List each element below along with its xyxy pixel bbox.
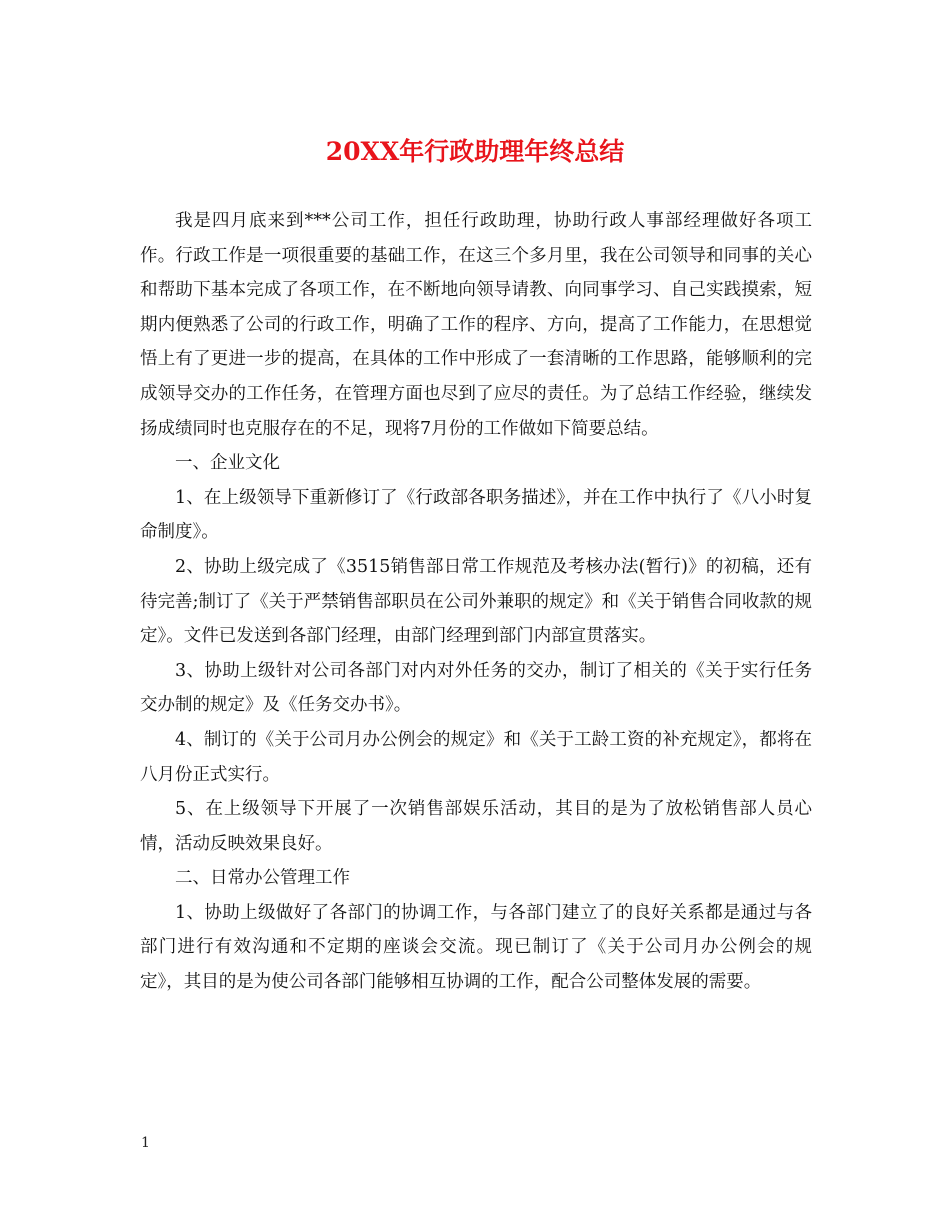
paragraph-item: 3、协助上级针对公司各部门对内对外任务的交办，制订了相关的《关于实行任务交办制的规定》及《任务交办书》。 [140, 660, 812, 716]
paragraph-item: 5、在上级领导下开展了一次销售部娱乐活动，其目的是为了放松销售部人员心情，活动反映效果良好。 [140, 799, 812, 854]
paragraph-item: 4、制订的《关于公司月办公例会的规定》和《关于工龄工资的补充规定》，都将在八月份正式实行。 [140, 729, 812, 785]
paragraph-intro: 我是四月底来到***公司工作，担任行政助理，协助行政人事部经理做好各项工作。行政工作是一项很重要的基础工作，在这三个多月里，我在公司领导和同事的关心和帮助下基本完成了各项工作，在不断地向领导请教、向同事学习、自己实践摸索，短期内便熟悉了公司的行政工作，明确了工作的程序、方向，提高了工作能力，在思想觉悟上有了更进一步的提高，在具体的工作中形成了一套清晰的工作思路，能够顺利的完成领导交办的工作任务，在管理方面也尽到了应尽的责任。为了总结工作经验，继续发扬成绩同时也克服存在的不足，现将7月份的工作做如下简要总结。 [140, 211, 812, 439]
document-body [140, 204, 812, 1000]
document-title: 20XX年行政助理年终总结 [325, 137, 625, 166]
section-heading-corporate-culture: 一、企业文化 [175, 453, 280, 474]
paragraph-item: 1、在上级领导下重新修订了《行政部各职务描述》，并在工作中执行了《八小时复命制度》。 [140, 487, 812, 543]
section-heading-daily-office: 二、日常办公管理工作 [175, 868, 350, 889]
paragraph-item: 1、协助上级做好了各部门的协调工作，与各部门建立了的良好关系都是通过与各部门进行有效沟通和不定期的座谈会交流。现已制订了《关于公司月办公例会的规定》，其目的是为使公司各部门能够相互协调的工作，配合公司整体发展的需要。 [140, 902, 812, 993]
page-number: 1 [141, 1135, 150, 1151]
paragraph-item: 2、协助上级完成了《3515销售部日常工作规范及考核办法(暂行)》的初稿，还有待完善;制订了《关于严禁销售部职员在公司外兼职的规定》和《关于销售合同收款的规定》。文件已发送到各部门经理，由部门经理到部门内部宣贯落实。 [140, 556, 812, 647]
